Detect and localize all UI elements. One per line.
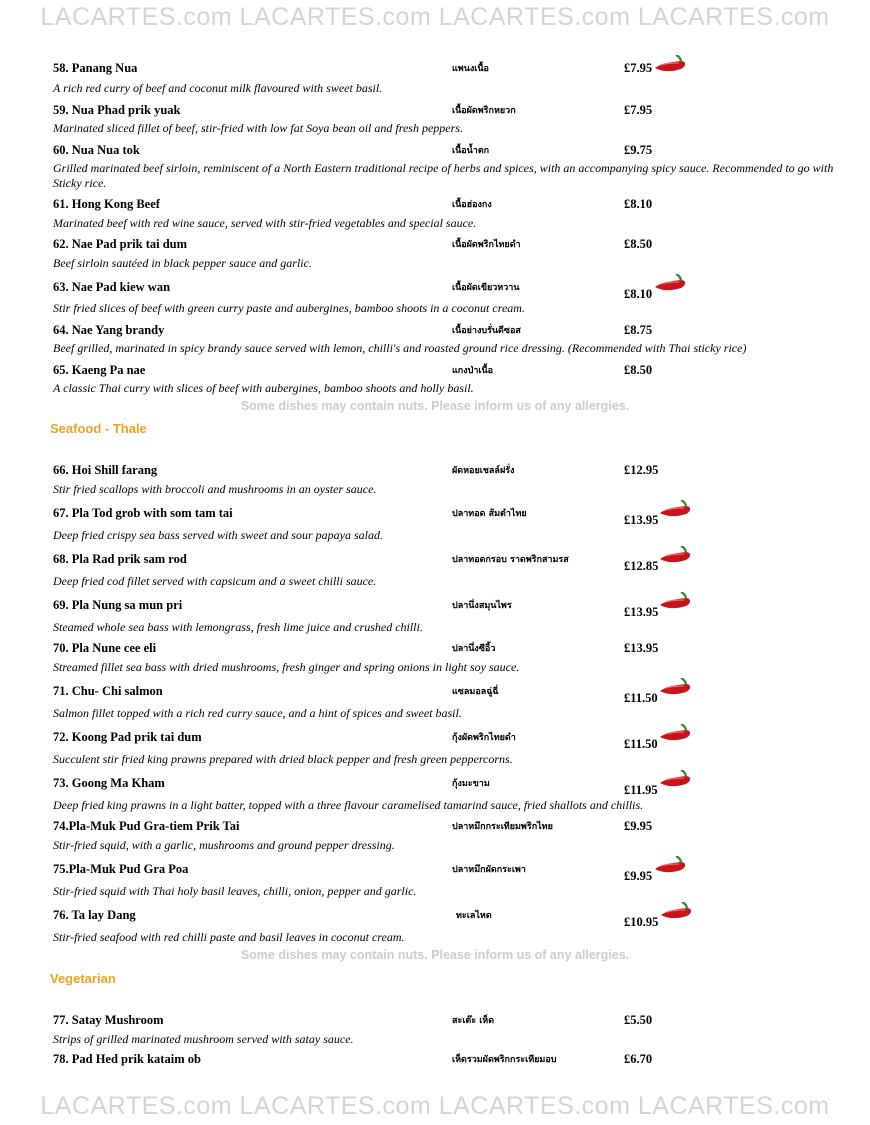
dish-name: 68. Pla Rad prik sam rod xyxy=(53,552,187,566)
chili-icon xyxy=(653,856,687,878)
dish-thai-name: ปลานึ่งสมุนไพร xyxy=(452,601,512,611)
dish-price: £9.95 xyxy=(624,819,653,833)
section-heading-seafood: Seafood - Thale xyxy=(50,421,147,436)
dish-thai-name: เนื้อฮ่องกง xyxy=(452,200,492,210)
dish-description: Salmon fillet topped with a rich red curry sauce, and a hint of spices and sweet basil. xyxy=(53,706,462,720)
chili-icon xyxy=(653,274,687,296)
dish-description: Beef grilled, marinated in spicy brandy sauce served with lemon, chilli's and roasted ground rice dressing. (Recommended with Thai sticky rice) xyxy=(53,341,747,355)
section-heading-vegetarian: Vegetarian xyxy=(50,971,116,986)
dish-description: Deep fried cod fillet served with capsicum and a sweet chilli sauce. xyxy=(53,574,377,588)
dish-thai-name: ปลาทอดกรอบ ราดพริกสามรส xyxy=(452,555,569,565)
dish-name: 70. Pla Nune cee eli xyxy=(53,641,157,655)
dish-thai-name: เนื้อผัดเขียวหวาน xyxy=(452,283,520,293)
dish-description: Marinated sliced fillet of beef, stir-fried with low fat Soya bean oil and fresh peppers. xyxy=(53,121,463,135)
dish-description: Streamed fillet sea bass with dried mushrooms, fresh ginger and spring onions in light soy sauce. xyxy=(53,660,520,674)
dish-description: A classic Thai curry with slices of beef with aubergines, bamboo shoots and holly basil. xyxy=(53,381,474,395)
dish-name: 72. Koong Pad prik tai dum xyxy=(53,730,202,744)
dish-thai-name: เห็ดรวมผัดพริกกระเทียมอบ xyxy=(452,1055,557,1065)
dish-name: 67. Pla Tod grob with som tam tai xyxy=(53,506,233,520)
dish-thai-name: แกงป่าเนื้อ xyxy=(452,366,494,376)
dish-thai-name: ปลานึ่งซีอิ้ว xyxy=(452,644,496,654)
dish-price: £13.95 xyxy=(624,513,659,527)
watermark-bottom: LACARTES.com LACARTES.com LACARTES.com LACARTES.com xyxy=(40,1092,830,1120)
dish-price: £12.95 xyxy=(624,463,659,477)
dish-price: £8.75 xyxy=(624,323,653,337)
dish-thai-name: ปลาหมึกผัดกระเพา xyxy=(452,865,526,875)
dish-price: £11.50 xyxy=(624,691,658,705)
dish-description: Stir-fried squid with Thai holy basil leaves, chilli, onion, pepper and garlic. xyxy=(53,884,417,898)
dish-name: 64. Nae Yang brandy xyxy=(53,323,165,337)
dish-price: £12.85 xyxy=(624,559,659,573)
dish-price: £6.70 xyxy=(624,1052,653,1066)
dish-name: 71. Chu- Chi salmon xyxy=(53,684,163,698)
dish-description: Succulent stir fried king prawns prepared with dried black pepper and fresh green peppercorns. xyxy=(53,752,513,766)
dish-price: £7.95 xyxy=(624,61,653,75)
dish-price: £10.95 xyxy=(624,915,659,929)
dish-thai-name: แพนงเนื้อ xyxy=(452,64,489,74)
dish-thai-name: เนื้อผัดพริกไทยดำ xyxy=(452,240,521,250)
dish-description: Beef sirloin sautéed in black pepper sauce and garlic. xyxy=(53,256,312,270)
dish-price: £11.50 xyxy=(624,737,658,751)
dish-thai-name: กุ้งผัดพริกไทยดำ xyxy=(452,733,516,743)
dish-name: 61. Hong Kong Beef xyxy=(53,197,160,211)
allergy-notice: Some dishes may contain nuts. Please inform us of any allergies. xyxy=(240,948,630,962)
dish-price: £9.95 xyxy=(624,869,653,883)
dish-price: £13.95 xyxy=(624,641,659,655)
dish-thai-name: เนื้อย่างบรั่นดีซอส xyxy=(452,326,521,336)
dish-price: £8.50 xyxy=(624,237,653,251)
dish-price: £11.95 xyxy=(624,783,658,797)
dish-name: 75.Pla-Muk Pud Gra Poa xyxy=(53,862,189,876)
dish-thai-name: กุ้งมะขาม xyxy=(452,779,490,789)
dish-name: 77. Satay Mushroom xyxy=(53,1013,164,1027)
dish-name: 66. Hoi Shill farang xyxy=(53,463,158,477)
dish-name: 59. Nua Phad prik yuak xyxy=(53,103,181,117)
dish-price: £5.50 xyxy=(624,1013,653,1027)
dish-description: Stir-fried seafood with red chilli paste and basil leaves in coconut cream. xyxy=(53,930,405,944)
dish-description: Steamed whole sea bass with lemongrass, fresh lime juice and crushed chilli. xyxy=(53,620,423,634)
dish-name: 63. Nae Pad kiew wan xyxy=(53,280,171,294)
dish-price: £13.95 xyxy=(624,605,659,619)
dish-price: £8.10 xyxy=(624,287,653,301)
dish-thai-name: สะเต๊ะ เห็ด xyxy=(452,1016,495,1026)
watermark-top: LACARTES.com LACARTES.com LACARTES.com LACARTES.com xyxy=(40,3,830,31)
dish-thai-name: เนื้อน้ำตก xyxy=(452,146,490,156)
allergy-notice: Some dishes may contain nuts. Please inform us of any allergies. xyxy=(240,399,630,413)
dish-thai-name: แซลมอลฉู่ฉี่ xyxy=(452,687,499,697)
dish-description: Stir fried scallops with broccoli and mushrooms in an oyster sauce. xyxy=(53,482,377,496)
dish-name: 76. Ta lay Dang xyxy=(53,908,136,922)
dish-name: 60. Nua Nua tok xyxy=(53,143,140,157)
dish-name: 73. Goong Ma Kham xyxy=(53,776,165,790)
dish-description: Marinated beef with red wine sauce, served with stir-fried vegetables and special sauce. xyxy=(53,216,477,230)
dish-price: £8.50 xyxy=(624,363,653,377)
dish-description: Deep fried crispy sea bass served with sweet and sour papaya salad. xyxy=(53,528,383,542)
dish-description: Grilled marinated beef sirloin, reminiscent of a North Eastern traditional recipe of herbs and spices, with an accompanying spicy sauce. Recommended to go with Sticky rice. xyxy=(53,161,834,190)
chili-icon xyxy=(653,55,687,77)
chili-icon xyxy=(658,500,692,522)
dish-thai-name: เนื้อผัดพริกหยวก xyxy=(452,106,516,116)
chili-icon xyxy=(658,678,692,700)
chili-icon xyxy=(658,724,692,746)
dish-description: Deep fried king prawns in a light batter, topped with a three flavour caramelised tamarind sauce, fried shallots and chillis. xyxy=(53,798,644,812)
dish-thai-name: ผัดหอยเชลล์ฝรั่ง xyxy=(452,466,515,476)
chili-icon xyxy=(659,902,693,924)
dish-thai-name: ทะเลไหด xyxy=(456,911,492,921)
dish-thai-name: ปลาทอด ส้มตำไทย xyxy=(452,509,527,519)
dish-description: A rich red curry of beef and coconut milk flavoured with sweet basil. xyxy=(53,81,383,95)
dish-price: £7.95 xyxy=(624,103,653,117)
dish-description: Strips of grilled marinated mushroom served with satay sauce. xyxy=(53,1032,354,1046)
dish-name: 69. Pla Nung sa mun pri xyxy=(53,598,183,612)
dish-name: 74.Pla-Muk Pud Gra-tiem Prik Tai xyxy=(53,819,240,833)
dish-name: 62. Nae Pad prik tai dum xyxy=(53,237,188,251)
dish-name: 58. Panang Nua xyxy=(53,61,138,75)
dish-name: 78. Pad Hed prik kataim ob xyxy=(53,1052,201,1066)
chili-icon xyxy=(658,546,692,568)
dish-price: £8.10 xyxy=(624,197,653,211)
dish-description: Stir fried slices of beef with green curry paste and aubergines, bamboo shoots in a coconut cream. xyxy=(53,301,525,315)
chili-icon xyxy=(658,770,692,792)
dish-price: £9.75 xyxy=(624,143,653,157)
chili-icon xyxy=(658,592,692,614)
dish-name: 65. Kaeng Pa nae xyxy=(53,363,146,377)
dish-thai-name: ปลาหมึกกระเทียมพริกไทย xyxy=(452,822,553,832)
dish-description: Stir-fried squid, with a garlic, mushrooms and ground pepper dressing. xyxy=(53,838,395,852)
